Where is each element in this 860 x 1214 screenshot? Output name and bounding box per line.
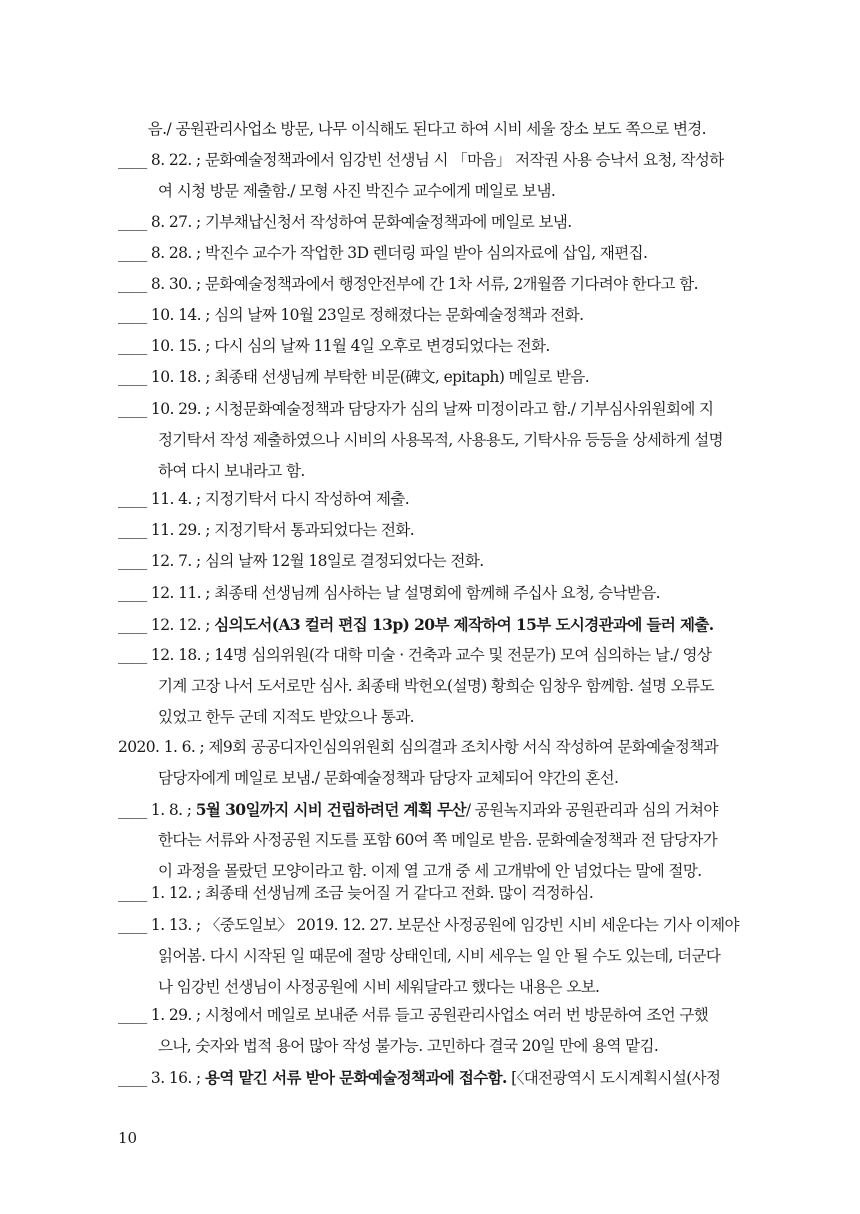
entry-date: ____ 1. 8. ; — [118, 801, 196, 819]
entry-text: ____ 10. 14. ; 심의 날짜 10월 23일로 정해졌다는 문화예술정책과 전화. — [118, 306, 584, 324]
entry-text: ____ 10. 15. ; 다시 심의 날짜 11월 4일 오후로 변경되었다는 전화. — [118, 337, 550, 355]
entry-text — [118, 1062, 750, 1093]
entry-line — [118, 238, 750, 269]
entry-line — [118, 1000, 750, 1062]
entry-line — [118, 578, 750, 609]
entry-continuation: 하여 다시 보내라고 함. — [158, 462, 305, 480]
entry-line — [118, 609, 750, 640]
entry-continuation: 한다는 서류와 사정공원 지도를 포함 60여 쪽 메일로 받음. 문화예술정책과 전 담당자가 — [158, 831, 718, 849]
entry-line — [118, 207, 750, 238]
entry-line — [118, 515, 750, 546]
entry-line — [118, 640, 750, 733]
entry-highlight: 용역 맡긴 서류 받아 문화예술정책과에 접수함. — [204, 1068, 507, 1087]
entry-text: ____ 1. 12. ; 최종태 선생님께 조금 늦어질 거 같다고 전화. 많이 걱정하심. — [118, 884, 594, 902]
entry-continuation: 기계 고장 나서 도서로만 심사. 최종태 박헌오(설명) 황희순 임창우 함께함. 설명 오류도 — [158, 677, 714, 695]
entry-highlight: 심의도서(A3 컬러 편집 13p) 20부 제작하여 15부 도시경관과에 들러 제출. — [214, 615, 714, 634]
entry-line — [118, 546, 750, 577]
entry-text: ____ 12. 11. ; 최종태 선생님께 심사하는 날 설명회에 함께해 주십사 요청, 승낙받음. — [118, 584, 660, 602]
entry-text: ____ 1. 13. ; 〈중도일보〉 2019. 12. 27. 보문산 사정공원에 임강빈 시비 세운다는 기사 이제야 — [118, 916, 739, 934]
entry-line — [118, 145, 750, 207]
entry-continuation: 담당자에게 메일로 보냄./ 문화예술정책과 담당자 교체되어 약간의 혼선. — [158, 769, 619, 787]
entry-rest: / 공원녹지과와 공원관리과 심의 거쳐야 — [465, 801, 718, 819]
page-number: 10 — [118, 1129, 138, 1147]
entry-highlight: 5월 30일까지 시비 건립하려던 계획 무산 — [195, 800, 466, 819]
entry-continuation: 으나, 숫자와 법적 용어 많아 작성 불가능. 고민하다 결국 20일 만에 용역 맡김. — [158, 1037, 659, 1055]
entry-text: ____ 8. 27. ; 기부채납신청서 작성하여 문화예술정책과에 메일로 보냄. — [118, 213, 572, 231]
entry-line — [118, 362, 750, 393]
entry-date: ____ 3. 16. ; — [118, 1069, 205, 1087]
entry-line — [118, 732, 750, 794]
entry-continuation: 있었고 한두 군데 지적도 받았으나 통과. — [158, 708, 414, 726]
entry-text — [118, 609, 750, 640]
entry-text: ____ 8. 22. ; 문화예술정책과에서 임강빈 선생님 시 「마음」 저작권 사용 승낙서 요청, 작성하 — [118, 151, 724, 169]
entry-continuation: 여 시청 방문 제출함./ 모형 사진 박진수 교수에게 메일로 보냄. — [158, 182, 556, 200]
entry-text: ____ 10. 29. ; 시청문화예술정책과 담당자가 심의 날짜 미정이라고 함./ 기부심사위원회에 지 — [118, 400, 714, 418]
entry-date: ____ 12. 12. ; — [118, 616, 215, 634]
entry-line — [118, 394, 750, 487]
entry-text: ____ 1. 29. ; 시청에서 메일로 보내준 서류 들고 공원관리사업소 여러 번 방문하여 조언 구했 — [118, 1006, 709, 1024]
entry-text: ____ 8. 28. ; 박진수 교수가 작업한 3D 렌더링 파일 받아 심의자료에 삽입, 재편집. — [118, 244, 648, 262]
entry-line — [118, 794, 750, 887]
entry-line — [118, 331, 750, 362]
entry-text: 음./ 공원관리사업소 방문, 나무 이식해도 된다고 하여 시비 세울 장소 보도 쪽으로 변경. — [118, 120, 707, 138]
entry-text: ____ 11. 4. ; 지정기탁서 다시 작성하여 제출. — [118, 490, 410, 508]
entry-rest: [〈대전광역시 도시계획시설(사정 — [506, 1069, 721, 1087]
entry-line — [118, 910, 750, 1003]
entry-line — [118, 878, 750, 909]
entry-line — [118, 114, 750, 145]
entry-text: ____ 10. 18. ; 최종태 선생님께 부탁한 비문(碑文, epitaph) 메일로 받음. — [118, 368, 590, 386]
entry-line — [118, 484, 750, 515]
entry-line — [118, 300, 750, 331]
entry-text: ____ 12. 7. ; 심의 날짜 12월 18일로 결정되었다는 전화. — [118, 552, 484, 570]
entry-text: 2020. 1. 6. ; 제9회 공공디자인심의위원회 심의결과 조치사항 서식 작성하여 문화예술정책과 — [118, 738, 719, 756]
entry-text: ____ 12. 18. ; 14명 심의위원(각 대학 미술 · 건축과 교수 및 전문가) 모여 심의하는 날./ 영상 — [118, 646, 712, 664]
entry-continuation: 읽어봄. 다시 시작된 일 때문에 절망 상태인데, 시비 세우는 일 안 될 수도 있는데, 더군다 — [158, 947, 721, 965]
entry-text: ____ 11. 29. ; 지정기탁서 통과되었다는 전화. — [118, 521, 415, 539]
entry-continuation: 정기탁서 작성 제출하였으나 시비의 사용목적, 사용용도, 기탁사유 등등을 상세하게 설명 — [158, 431, 724, 449]
entry-continuation: 이 과정을 몰랐던 모양이라고 함. 이제 열 고개 중 세 고개밖에 안 넘었다는 말에 절망. — [158, 862, 702, 880]
entry-line — [118, 1062, 750, 1093]
entry-line — [118, 269, 750, 300]
entry-text: ____ 8. 30. ; 문화예술정책과에서 행정안전부에 간 1차 서류, 2개월쯤 기다려야 한다고 함. — [118, 275, 698, 293]
entry-text — [118, 794, 750, 825]
entry-continuation: 나 임강빈 선생님이 사정공원에 시비 세워달라고 했다는 내용은 오보. — [158, 978, 600, 996]
